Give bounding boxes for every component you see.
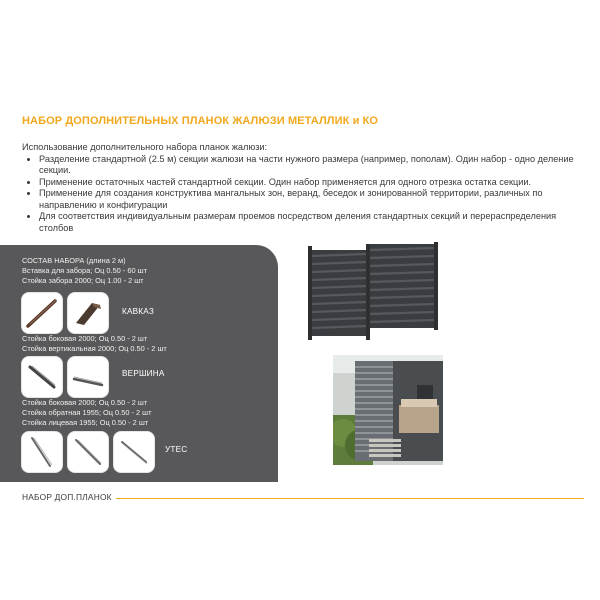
usage-item: • Разделение стандартной (2.5 м) секции жалюзи на части нужного размера (например, пополам). Один набор - одно деление секции. [39, 154, 582, 177]
set-name-vershina: ВЕРШИНА [122, 369, 165, 378]
vershina-profile-2-thumbnail [68, 357, 108, 397]
set-name-kavkaz: КАВКАЗ [122, 307, 154, 316]
footer-label: НАБОР ДОП.ПЛАНОК [22, 492, 112, 502]
set-item: Стойка боковая 2000; Оц 0.50 - 2 шт [22, 398, 148, 407]
composition-common-item: Стойка забора 2000; Оц 1.00 - 2 шт [22, 276, 144, 285]
utes-profile-3-thumbnail [114, 432, 154, 472]
intro-block [22, 142, 582, 234]
page-title: НАБОР ДОПОЛНИТЕЛЬНЫХ ПЛАНОК ЖАЛЮЗИ МЕТАЛЛИК и КО [22, 115, 379, 127]
set-name-utes: УТЕС [165, 445, 188, 454]
veranda-photo [333, 355, 443, 465]
utes-profile-2-thumbnail [68, 432, 108, 472]
composition-header: СОСТАВ НАБОРА (длина 2 м) [22, 256, 126, 265]
usage-item: • Применение для создания конструктива мангальных зон, веранд, беседок и зонированной территории, различных по направлению и конфигурации [39, 188, 582, 211]
kavkaz-profile-2-thumbnail [68, 293, 108, 333]
set-item: Стойка обратная 1955; Оц 0.50 - 2 шт [22, 408, 152, 417]
set-item: Стойка боковая 2000; Оц 0.50 - 2 шт [22, 334, 148, 343]
usage-item: • Применение остаточных частей стандартной секции. Один набор применяется для одного отрезка остатка секции. [39, 177, 582, 189]
set-item: Стойка вертикальная 2000; Оц 0.50 - 2 шт [22, 344, 167, 353]
kavkaz-profile-1-thumbnail [22, 293, 62, 333]
vershina-profile-1-thumbnail [22, 357, 62, 397]
usage-list [22, 154, 582, 235]
set-item: Стойка лицевая 1955; Оц 0.50 - 2 шт [22, 418, 149, 427]
usage-item: • Для соответствия индивидуальным размерам проемов посредством деления стандартных секций и перераспределения столбов [39, 211, 582, 234]
intro-heading: Использование дополнительного набора планок жалюзи: [22, 142, 268, 152]
utes-profile-1-thumbnail [22, 432, 62, 472]
composition-panel [0, 245, 278, 482]
louver-fence-image [300, 238, 450, 348]
footer-divider [116, 498, 584, 499]
composition-common-item: Вставка для забора; Оц 0.50 - 60 шт [22, 266, 147, 275]
